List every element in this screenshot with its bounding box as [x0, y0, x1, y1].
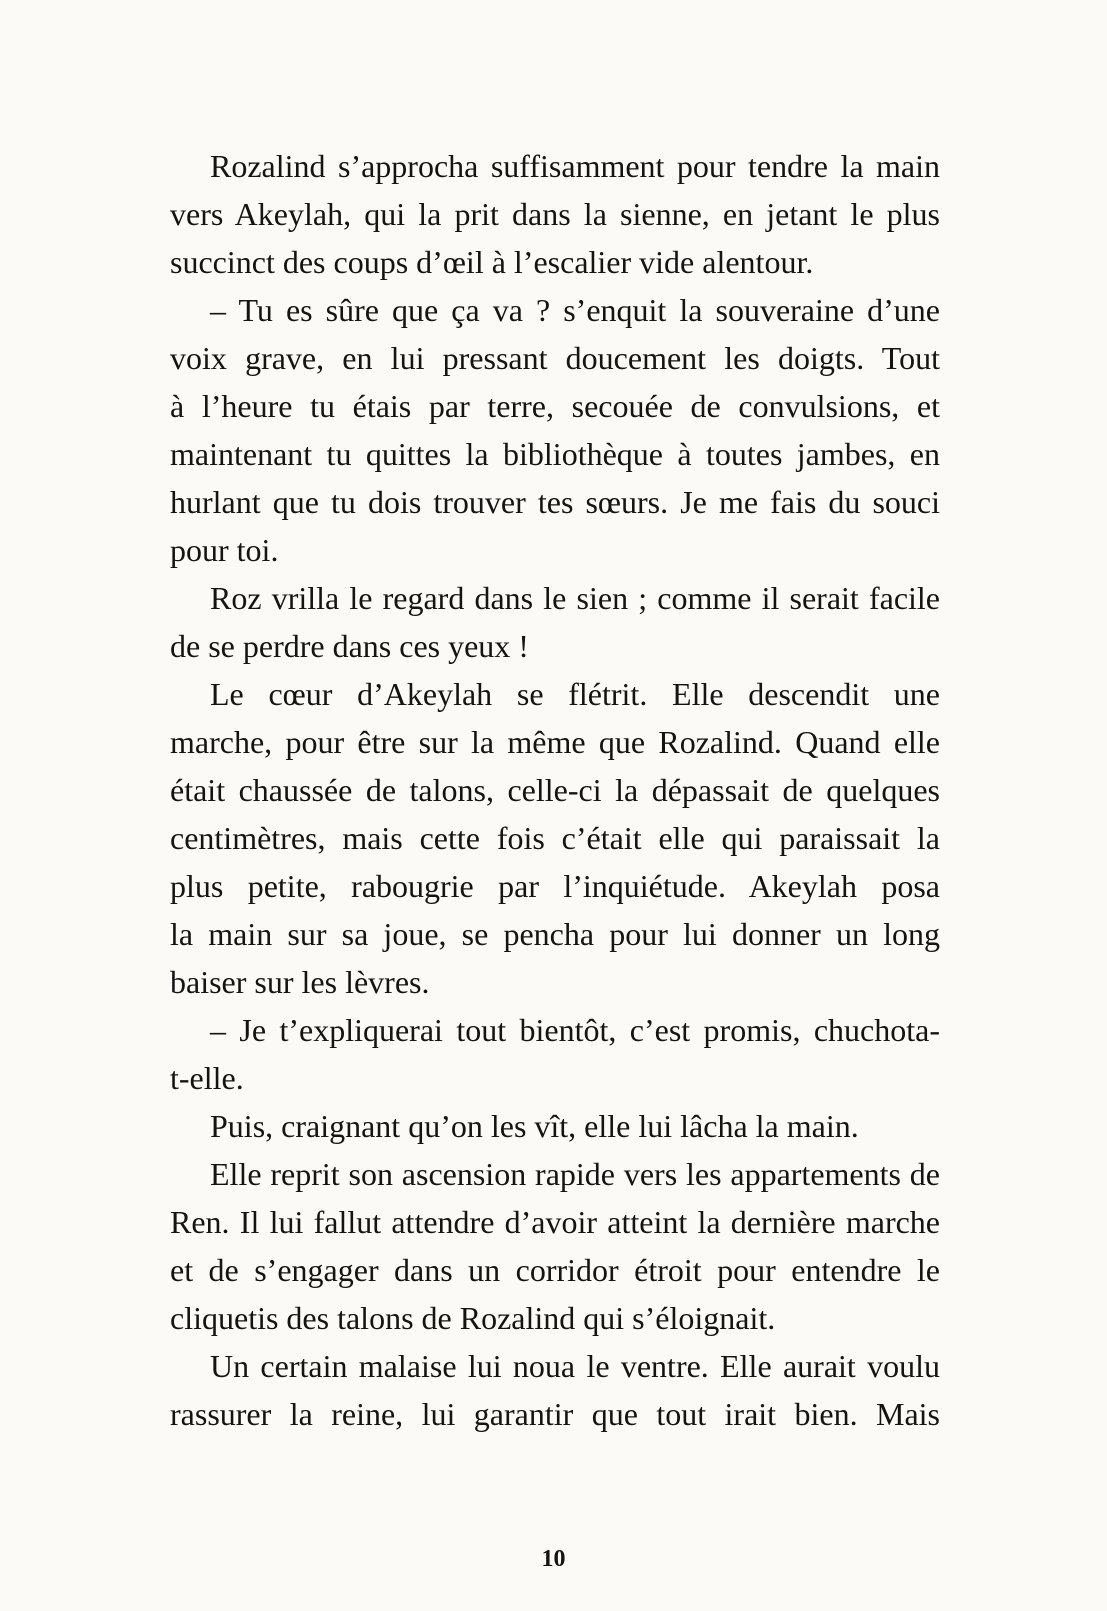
text-line: Le cœur d’Akeylah se flétrit. Elle descendit une [210, 676, 940, 712]
text-line: succinct des coups d’œil à l’escalier vide alentour. [170, 244, 814, 280]
text-line: Ren. Il lui fallut attendre d’avoir atteint la dernière marche [170, 1204, 940, 1240]
text-line: t-elle. [170, 1060, 244, 1096]
text-line: et de s’engager dans un corridor étroit pour entendre le [170, 1252, 940, 1288]
text-line: de se perdre dans ces yeux ! [170, 628, 529, 664]
text-line: rassurer la reine, lui garantir que tout irait bien. Mais [170, 1396, 940, 1432]
page-number: 10 [541, 1546, 566, 1572]
text-line: pour toi. [170, 532, 279, 568]
paragraph [170, 1006, 940, 1102]
paragraph [170, 286, 940, 574]
paragraph [170, 1150, 940, 1342]
paragraph [170, 670, 940, 1006]
text-line: vers Akeylah, qui la prit dans la sienne, en jetant le plus [170, 196, 940, 232]
text-line: – Tu es sûre que ça va ? s’enquit la souveraine d’une [210, 292, 940, 328]
text-line: Elle reprit son ascension rapide vers les appartements de [210, 1156, 940, 1192]
text-line: Roz vrilla le regard dans le sien ; comme il serait facile [210, 580, 940, 616]
text-line: plus petite, rabougrie par l’inquiétude. Akeylah posa [170, 868, 940, 904]
paragraph [170, 574, 940, 670]
text-line: baiser sur les lèvres. [170, 964, 430, 1000]
text-line: était chaussée de talons, celle-ci la dépassait de quelques [170, 772, 940, 808]
text-line: cliquetis des talons de Rozalind qui s’éloignait. [170, 1300, 776, 1336]
text-line: marche, pour être sur la même que Rozalind. Quand elle [170, 724, 940, 760]
text-line: la main sur sa joue, se pencha pour lui donner un long [170, 916, 940, 952]
page-text [170, 142, 940, 1438]
text-line: à l’heure tu étais par terre, secouée de convulsions, et [170, 388, 940, 424]
paragraph [170, 1102, 940, 1150]
text-line: hurlant que tu dois trouver tes sœurs. Je me fais du souci [170, 484, 940, 520]
text-line: Un certain malaise lui noua le ventre. Elle aurait voulu [210, 1348, 940, 1384]
text-line: voix grave, en lui pressant doucement les doigts. Tout [170, 340, 940, 376]
text-line: – Je t’expliquerai tout bientôt, c’est promis, chuchota- [210, 1012, 940, 1048]
paragraph [170, 142, 940, 286]
text-line: Rozalind s’approcha suffisamment pour tendre la main [210, 148, 940, 184]
paragraph [170, 1342, 940, 1438]
text-line: centimètres, mais cette fois c’était elle qui paraissait la [170, 820, 940, 856]
text-line: maintenant tu quittes la bibliothèque à toutes jambes, en [170, 436, 940, 472]
text-line: Puis, craignant qu’on les vît, elle lui lâcha la main. [210, 1108, 859, 1144]
